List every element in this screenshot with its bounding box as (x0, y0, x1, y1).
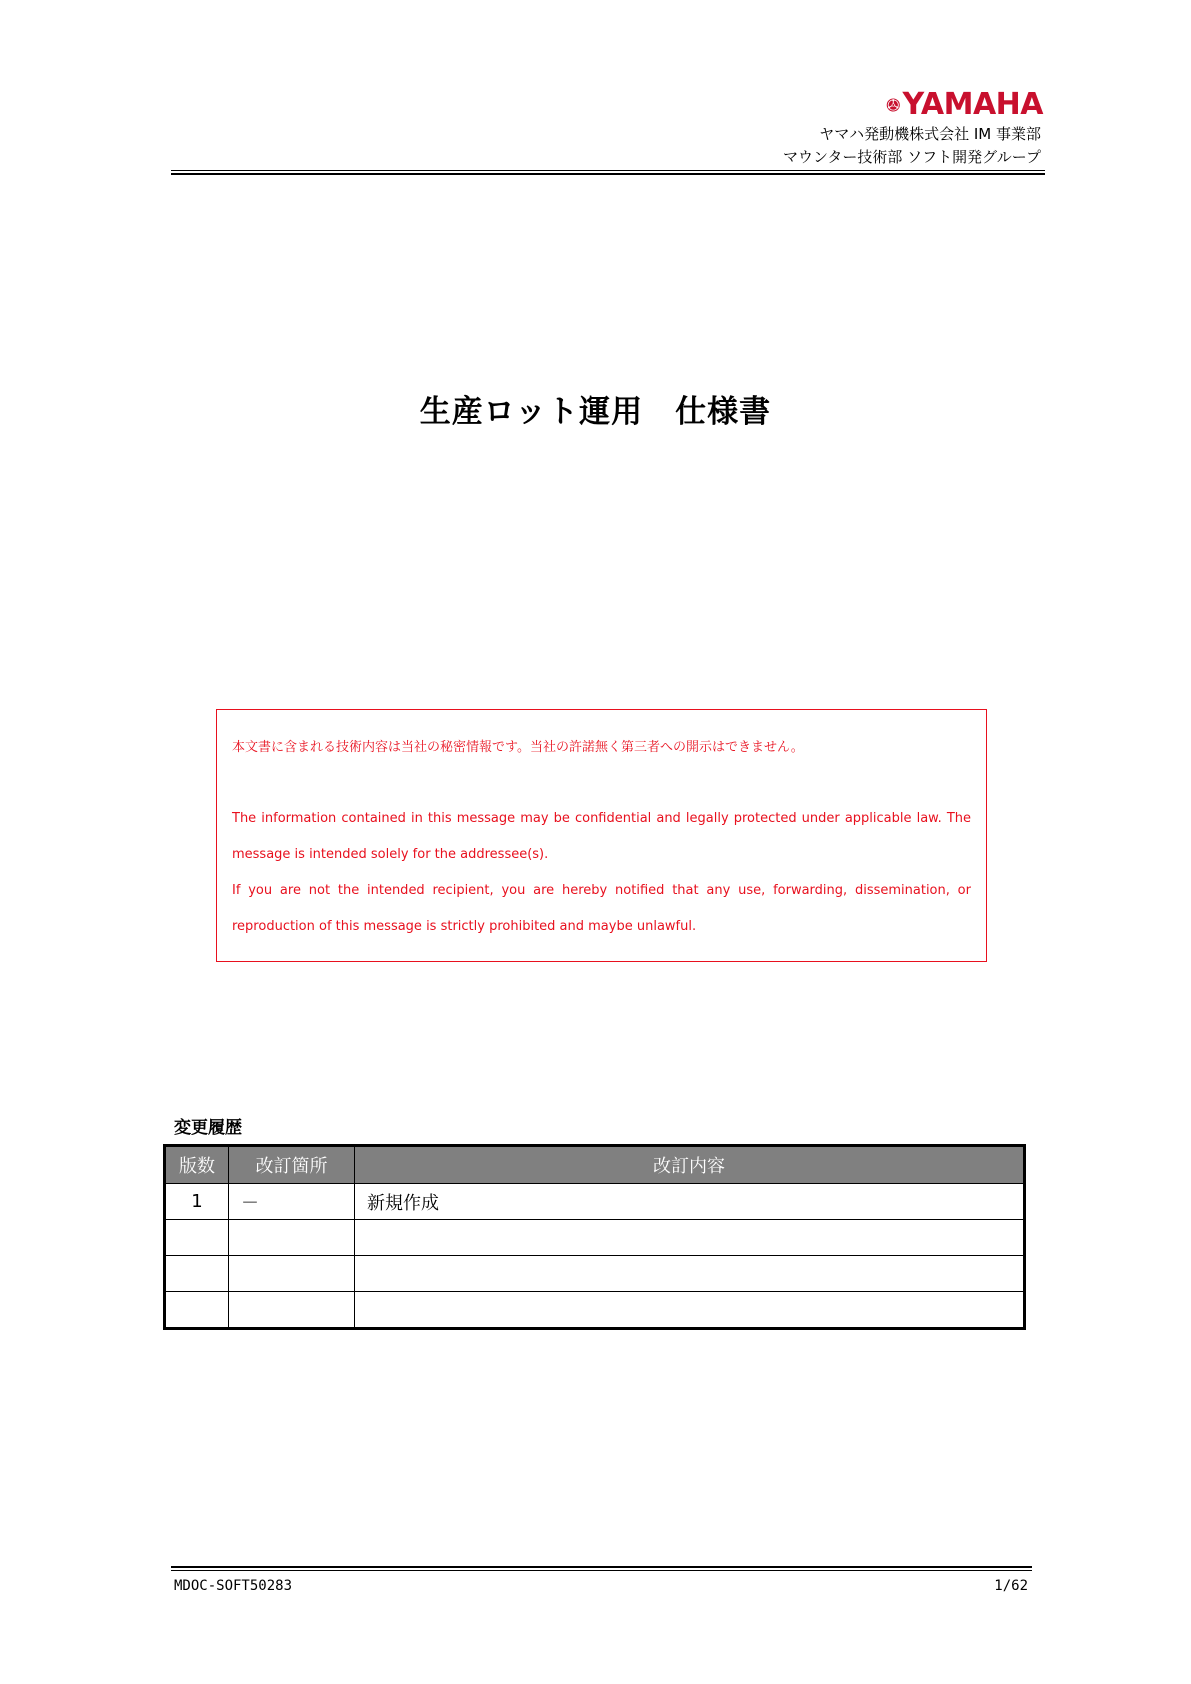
cell-version (165, 1256, 229, 1292)
column-header-location: 改訂箇所 (229, 1146, 355, 1184)
cell-content: 新規作成 (355, 1184, 1025, 1220)
company-name: ヤマハ発動機株式会社 IM 事業部 (819, 125, 1041, 143)
notice-japanese: 本文書に含まれる技術内容は当社の秘密情報です。当社の許諾無く第三者への開示はできません。 (232, 740, 804, 755)
cell-location: － (229, 1184, 355, 1220)
table-row (165, 1184, 1025, 1220)
cell-version (165, 1220, 229, 1256)
column-header-content: 改訂内容 (355, 1146, 1025, 1184)
yamaha-logo (886, 88, 1043, 122)
table-header-row (165, 1146, 1025, 1184)
cell-version (165, 1292, 229, 1329)
table-row (165, 1292, 1025, 1329)
document-title: 生産ロット運用 仕様書 (419, 394, 772, 430)
revision-history-table (163, 1144, 1026, 1330)
cell-version: 1 (165, 1184, 229, 1220)
column-header-version: 版数 (165, 1146, 229, 1184)
confidentiality-notice (216, 709, 987, 962)
cell-location (229, 1256, 355, 1292)
header-rule-thick (171, 173, 1045, 175)
footer-rule-thick (171, 1566, 1032, 1568)
cell-content (355, 1220, 1025, 1256)
table-row (165, 1220, 1025, 1256)
notice-english-2: If you are not the intended recipient, you are hereby notified that any use, forwarding, dissemination, or reproduction of this message is strictly prohibited and maybe unlawful. (232, 883, 971, 934)
document-id: MDOC-SOFT50283 (174, 1578, 293, 1594)
page-number: 1/62 (994, 1578, 1028, 1594)
department-name: マウンター技術部 ソフト開発グループ (783, 148, 1041, 166)
revision-history-heading: 変更履歴 (174, 1118, 242, 1138)
footer-rule (171, 1570, 1032, 1571)
notice-english-1: The information contained in this message may be confidential and legally protected under applicable law. The message is intended solely for the addressee(s). (232, 811, 971, 862)
table-row (165, 1256, 1025, 1292)
cell-location (229, 1220, 355, 1256)
cell-content (355, 1292, 1025, 1329)
logo-wordmark: YAMAHA (902, 87, 1043, 122)
cell-content (355, 1256, 1025, 1292)
header-rule (171, 170, 1045, 171)
cell-location (229, 1292, 355, 1329)
yamaha-tuning-fork-emblem-icon (886, 90, 901, 120)
